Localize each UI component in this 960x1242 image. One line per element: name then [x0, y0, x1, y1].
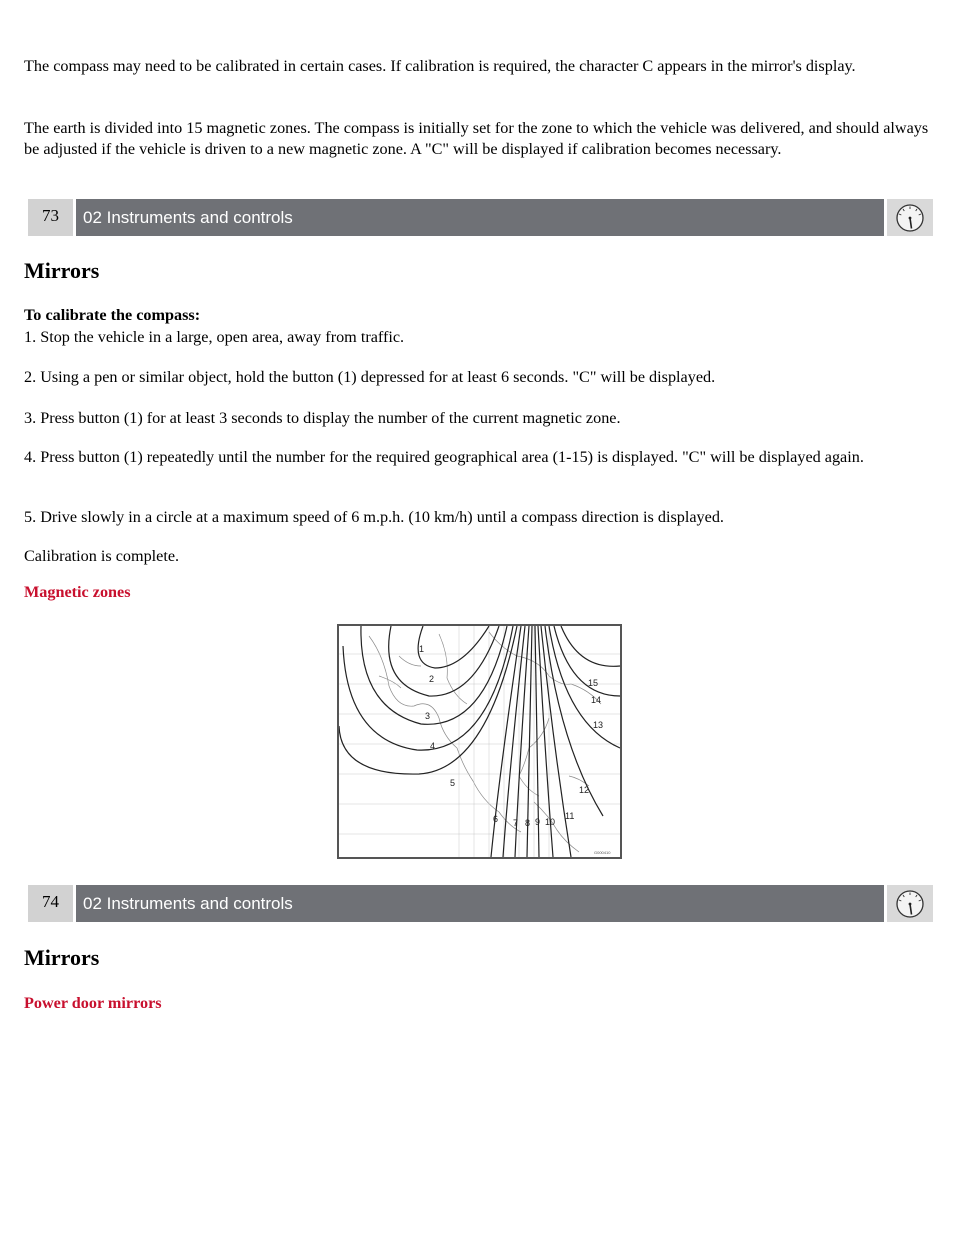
zone-label-8: 8 — [525, 818, 531, 828]
zone-label-1: 1 — [419, 644, 425, 654]
power-door-mirrors-link[interactable]: Power door mirrors — [24, 994, 162, 1012]
zone-label-14: 14 — [591, 695, 602, 705]
step-5: 5. Drive slowly in a circle at a maximum speed of 6 m.p.h. (10 km/h) until a compass direction is displayed. — [24, 508, 724, 526]
zone-boundaries — [339, 626, 620, 857]
intro-paragraph-calibration: The compass may need to be calibrated in certain cases. If calibration is required, the character C appears in the mirror's display. — [24, 57, 856, 75]
step-3: 3. Press button (1) for at least 3 seconds to display the number of the current magnetic zone. — [24, 409, 621, 427]
zone-label-15: 15 — [588, 678, 599, 688]
section-title: 02 Instruments and controls — [76, 199, 884, 236]
page-number: 74 — [28, 885, 73, 922]
zone-label-3: 3 — [425, 711, 431, 721]
step-4: 4. Press button (1) repeatedly until the number for the required geographical area (1-15) is displayed. "C" will be displayed again. — [24, 448, 864, 466]
magnetic-zones-map — [337, 624, 622, 859]
calibrate-title: To calibrate the compass: — [24, 306, 201, 324]
calibration-complete: Calibration is complete. — [24, 547, 180, 565]
zone-label-10: 10 — [545, 817, 556, 827]
section-header-74 — [28, 885, 933, 922]
zone-label-7: 7 — [513, 818, 519, 828]
section-header-73 — [28, 199, 933, 236]
magnetic-zones-link[interactable]: Magnetic zones — [24, 583, 131, 601]
zone-label-5: 5 — [450, 778, 456, 788]
zone-label-4: 4 — [430, 741, 436, 751]
zone-label-6: 6 — [493, 814, 499, 824]
zone-label-2: 2 — [429, 674, 435, 684]
gauge-icon — [887, 199, 933, 236]
figure-code: G000410 — [594, 850, 611, 855]
step-2: 2. Using a pen or similar object, hold the button (1) depressed for at least 6 seconds. "C" will be displayed. — [24, 368, 716, 386]
page-number: 73 — [28, 199, 73, 236]
zone-label-13: 13 — [593, 720, 604, 730]
step-1: 1. Stop the vehicle in a large, open area, away from traffic. — [24, 328, 405, 346]
section-heading-mirrors: Mirrors — [24, 258, 100, 283]
map-grid — [339, 626, 620, 857]
intro-paragraph-zones: The earth is divided into 15 magnetic zones. The compass is initially set for the zone to which the vehicle was delivered, and should always be adjusted if the vehicle is driven to a new magnetic zone. A "C" will be displayed if calibration becomes necessary. — [24, 119, 929, 158]
zone-label-12: 12 — [579, 785, 590, 795]
section-title: 02 Instruments and controls — [76, 885, 884, 922]
gauge-icon — [887, 885, 933, 922]
zone-label-11: 11 — [565, 811, 575, 821]
section-heading-mirrors-74: Mirrors — [24, 945, 100, 970]
zone-label-9: 9 — [535, 817, 541, 827]
